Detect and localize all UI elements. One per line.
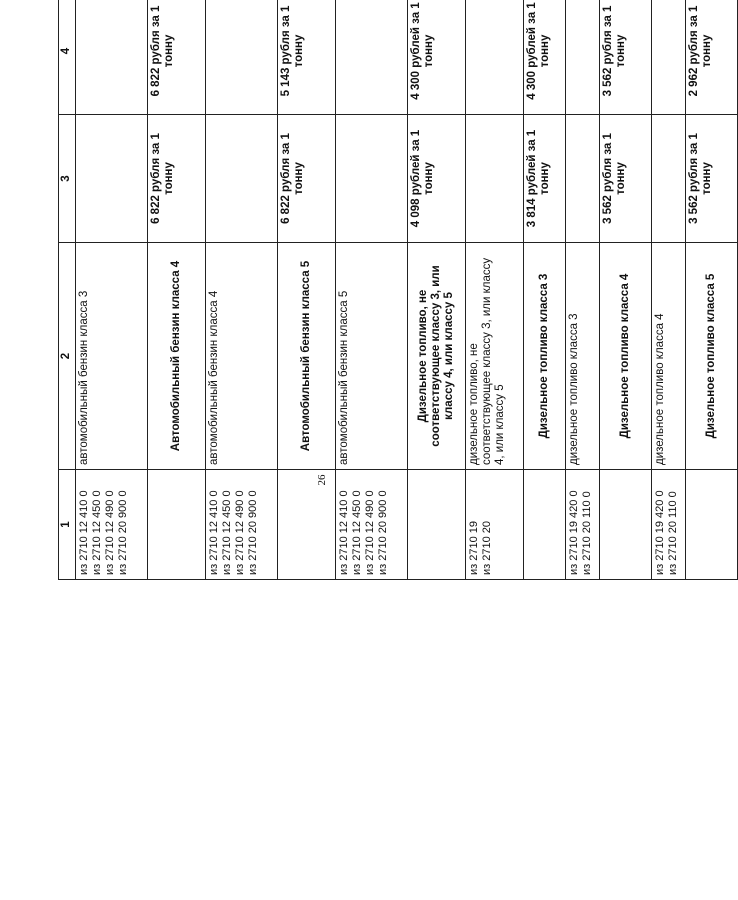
rate-cell: [206, 0, 278, 115]
rate-cell: 4 098 рублей за 1 тонну: [408, 115, 466, 243]
tariff-table: [58, 0, 738, 580]
table-row: [336, 0, 408, 580]
rate-cell: [652, 115, 686, 243]
product-code-cell: [686, 470, 738, 580]
table-row: [206, 0, 278, 580]
rate-cell: [206, 115, 278, 243]
product-name-cell: дизельное топливо, не соответствующее классу 3, или классу 4, или классу 5: [466, 243, 524, 470]
product-code-cell: из 2710 19 420 0 из 2710 20 110 0: [566, 470, 600, 580]
product-name-cell: автомобильный бензин класса 3: [76, 243, 148, 470]
header-cell: 3: [59, 115, 76, 243]
product-name-cell: автомобильный бензин класса 5: [336, 243, 408, 470]
rate-cell: [336, 0, 408, 115]
rate-cell: 5 143 рубля за 1 тонну: [278, 0, 336, 115]
product-code-cell: из 2710 19 420 0 из 2710 20 110 0: [652, 470, 686, 580]
table-row: [652, 0, 686, 580]
product-name-cell: дизельное топливо класса 4: [652, 243, 686, 470]
table-row: [686, 0, 738, 580]
table-row: [524, 0, 566, 580]
rate-cell: 4 300 рублей за 1 тонну: [524, 0, 566, 115]
product-code-cell: из 2710 12 410 0 из 2710 12 450 0 из 2710 12 490 0 из 2710 20 900 0: [336, 470, 408, 580]
page-number: 26: [316, 474, 328, 486]
table-row: [76, 0, 148, 580]
product-code-cell: из 2710 19 из 2710 20: [466, 470, 524, 580]
table-row: [408, 0, 466, 580]
product-code-cell: из 2710 12 410 0 из 2710 12 450 0 из 2710 12 490 0 из 2710 20 900 0: [206, 470, 278, 580]
product-name-cell: Дизельное топливо, не соответствующее классу 3, или классу 4, или классу 5: [408, 243, 466, 470]
table-body: [76, 0, 738, 580]
product-code-cell: [408, 470, 466, 580]
table-row: [466, 0, 524, 580]
table-row: [566, 0, 600, 580]
rate-cell: [566, 0, 600, 115]
product-name-cell: Дизельное топливо класса 3: [524, 243, 566, 470]
table-viewport: [58, 2, 717, 876]
header-cell: 4: [59, 0, 76, 115]
table-row: [148, 0, 206, 580]
product-code-cell: [278, 470, 336, 580]
rate-cell: 4 300 рублей за 1 тонну: [408, 0, 466, 115]
rate-cell: [76, 0, 148, 115]
rate-cell: 2 962 рубля за 1 тонну: [686, 0, 738, 115]
product-code-cell: [524, 470, 566, 580]
header-cell: 2: [59, 243, 76, 470]
rate-cell: [566, 115, 600, 243]
product-name-cell: Автомобильный бензин класса 5: [278, 243, 336, 470]
product-name-cell: дизельное топливо класса 3: [566, 243, 600, 470]
rate-cell: [76, 115, 148, 243]
product-name-cell: Дизельное топливо класса 4: [600, 243, 652, 470]
rate-cell: 3 562 рубля за 1 тонну: [600, 0, 652, 115]
rate-cell: 6 822 рубля за 1 тонну: [148, 0, 206, 115]
product-name-cell: Дизельное топливо класса 5: [686, 243, 738, 470]
rate-cell: [652, 0, 686, 115]
rate-cell: 3 562 рубля за 1 тонну: [686, 115, 738, 243]
product-code-cell: [148, 470, 206, 580]
rotated-sheet: [58, 0, 717, 580]
rate-cell: [336, 115, 408, 243]
rate-cell: 6 822 рубля за 1 тонну: [278, 115, 336, 243]
product-name-cell: автомобильный бензин класса 4: [206, 243, 278, 470]
product-code-cell: из 2710 12 410 0 из 2710 12 450 0 из 2710 12 490 0 из 2710 20 900 0: [76, 470, 148, 580]
product-name-cell: Автомобильный бензин класса 4: [148, 243, 206, 470]
rate-cell: 3 562 рубля за 1 тонну: [600, 115, 652, 243]
rate-cell: [466, 115, 524, 243]
table-row: [278, 0, 336, 580]
header-cell: 1: [59, 470, 76, 580]
header-row: [59, 0, 76, 580]
table-row: [600, 0, 652, 580]
rate-cell: [466, 0, 524, 115]
product-code-cell: [600, 470, 652, 580]
rate-cell: 6 822 рубля за 1 тонну: [148, 115, 206, 243]
rate-cell: 3 814 рублей за 1 тонну: [524, 115, 566, 243]
